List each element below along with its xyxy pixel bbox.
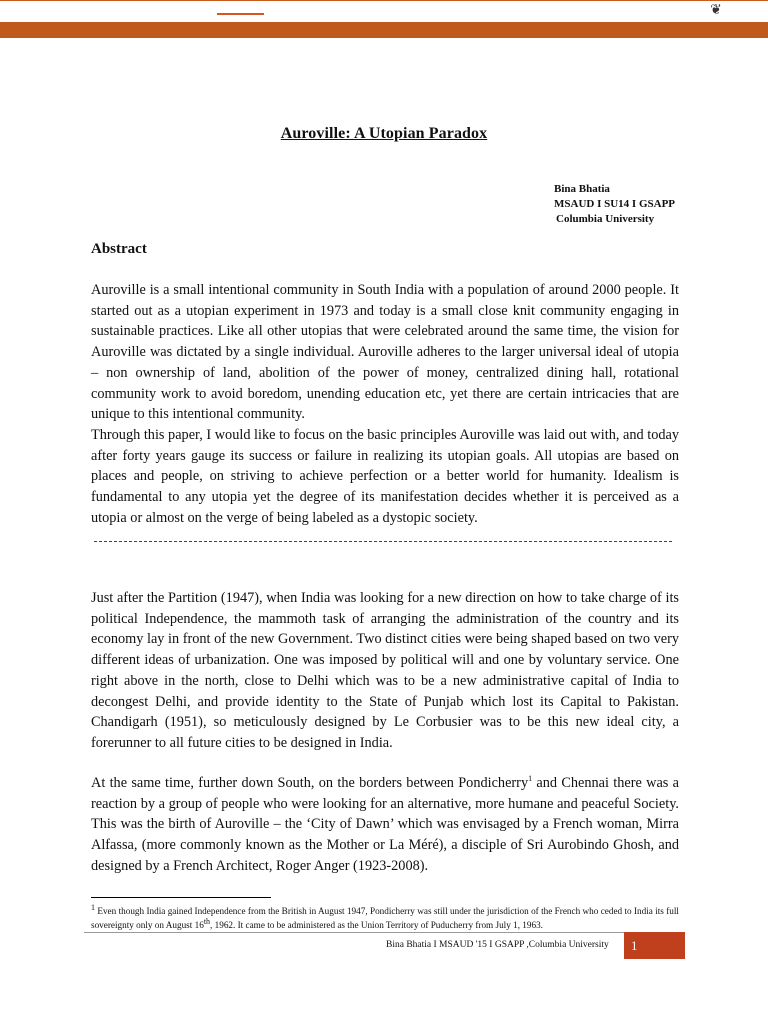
toolbar-link-underline[interactable]	[217, 13, 264, 15]
abstract-paragraph-2: Through this paper, I would like to focus on the basic principles Auroville was laid out with, and today after forty years gauge its success or failure in realizing its utopian goals. All utopias are based on places and people, on striving to achieve perfection or a better world for humanity. Idealism is fundamental to any utopia yet the degree of its manifestation decides whether it is perceived as a utopia or almost on the verge of being labeled as a dystopic society.	[91, 427, 679, 526]
body-paragraph-2	[91, 773, 679, 877]
footnote-rule	[91, 897, 271, 898]
tree-icon: ❦	[710, 3, 722, 18]
footnote-ordinal: th	[203, 916, 211, 926]
author-name: Bina Bhatia	[554, 183, 610, 195]
footer-text: Bina Bhatia I MSAUD '15 I GSAPP ,Columbia University	[386, 940, 609, 950]
body-paragraph-2-start: At the same time, further down South, on the borders between Pondicherry	[91, 775, 529, 791]
author-block	[554, 182, 675, 227]
body-paragraph-1: Just after the Partition (1947), when India was looking for a new direction on how to take charge of its political Independence, the mammoth task of arranging the administration of the country and its economy lay in front of the new Government. Two distinct cities were being shaped based on two very different ideas of urbanization. One was imposed by political will and one by voluntary service. One right above in the north, close to Delhi which was to be a new administrative capital of India to decongest Delhi, and provide identity to the State of Punjab which lost its Capital to Pakistan. Chandigarh (1951), so meticulously designed by Le Corbusier was to be this new ideal city, a forerunner to all future cities to be designed in India.	[91, 590, 679, 751]
top-toolbar	[0, 0, 768, 24]
footnote-text-end: , 1962. It came to be administered as the Union Territory of Puducherry from July 1, 1963.	[210, 920, 543, 930]
section-divider	[94, 541, 672, 542]
abstract-heading: Abstract	[91, 241, 147, 257]
footnote-text-start: Even though India gained Independence from the British in August 1947, Pondicherry was still under the jurisdiction of the French who ceded to India its full sovereignty only on August 16	[91, 906, 679, 930]
abstract-paragraph-1: Auroville is a small intentional community in South India with a population of around 2000 people. It started out as a utopian experiment in 1973 and today is a small close knit community engaging in sustainable practices. Like all other utopias that were celebrated around the same time, the vision for Auroville was dictated by a single individual. Auroville adheres to the larger universal ideal of utopia – non ownership of land, abolition of the power of money, centralized dining hall, rotational community work to avoid boredom, unending education etc, yet there are certain intricacies that are unique to this intentional community.	[91, 282, 679, 423]
body-paragraph-2-end: and Chennai there was a reaction by a group of people who were looking for an alternative, more humane and peaceful Society. This was the birth of Auroville – the ‘City of Dawn’ which was envisaged by a French woman, Mirra Alfassa, (more commonly known as the Mother or La Méré), a disciple of Sri Aurobindo Ghosh, and designed by a French Architect, Roger Anger (1923-2008).	[91, 775, 680, 874]
author-program: MSAUD I SU14 I GSAPP	[554, 198, 676, 210]
author-university: Columbia University	[556, 213, 655, 225]
footnote-ref[interactable]: 1	[528, 774, 533, 784]
footnote	[91, 904, 679, 932]
page-number-badge: 1	[624, 932, 685, 959]
footnote-number: 1	[91, 902, 95, 912]
footer-rule	[84, 932, 624, 933]
document-title: Auroville: A Utopian Paradox	[280, 125, 488, 142]
header-band	[0, 22, 768, 38]
